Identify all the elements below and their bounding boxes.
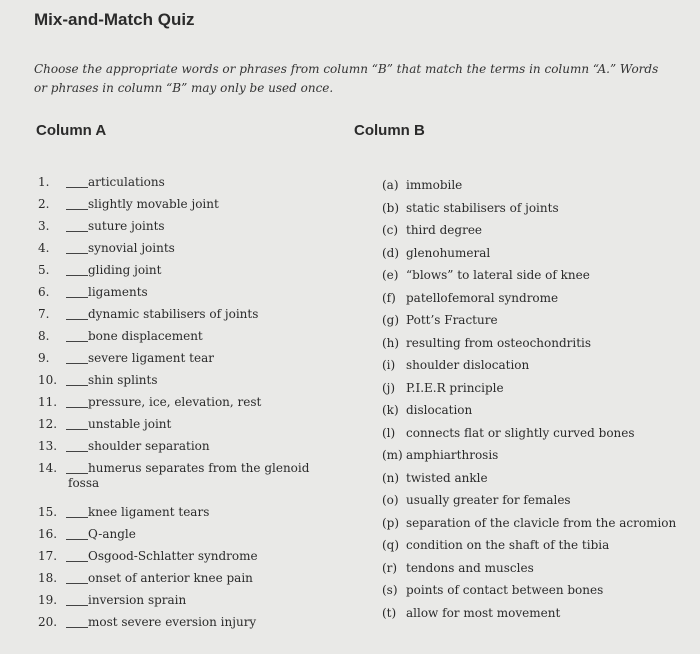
item-number: 17. xyxy=(38,549,58,563)
item-number: 16. xyxy=(38,527,58,541)
item-number: 20. xyxy=(38,615,58,629)
page-title: Mix-and-Match Quiz xyxy=(34,10,195,29)
choice-letter: (p) xyxy=(382,515,400,530)
item-number: 14. xyxy=(38,461,58,475)
item-number: 8. xyxy=(38,329,50,343)
item-term: unstable joint xyxy=(88,417,172,431)
choice-letter: (e) xyxy=(382,268,399,282)
choice-text: P.I.E.R principle xyxy=(406,380,504,395)
choice-letter: (m) xyxy=(382,448,403,462)
item-term: bone displacement xyxy=(88,329,203,343)
choice-letter: (b) xyxy=(382,200,400,215)
item-term: Q-angle xyxy=(88,527,136,541)
choice-letter: (l) xyxy=(382,425,396,440)
answer-blank[interactable] xyxy=(66,253,88,254)
answer-blank[interactable] xyxy=(66,407,88,408)
item-number: 6. xyxy=(38,285,50,299)
item-term: onset of anterior knee pain xyxy=(88,571,253,585)
answer-blank[interactable] xyxy=(66,539,88,540)
answer-blank[interactable] xyxy=(66,297,88,298)
item-term: severe ligament tear xyxy=(88,351,214,365)
item-number: 1. xyxy=(38,175,50,189)
choice-text: usually greater for females xyxy=(406,493,571,507)
choice-text: dislocation xyxy=(406,403,473,417)
choice-text: “blows” to lateral side of knee xyxy=(406,268,590,282)
choice-letter: (n) xyxy=(382,470,400,485)
choice-text: immobile xyxy=(406,178,463,192)
answer-blank[interactable] xyxy=(66,209,88,210)
choice-letter: (a) xyxy=(382,178,399,192)
item-term: synovial joints xyxy=(88,241,175,255)
choice-letter: (h) xyxy=(382,335,400,350)
item-number: 5. xyxy=(38,263,50,277)
answer-blank[interactable] xyxy=(66,561,88,562)
choice-text: static stabilisers of joints xyxy=(406,200,559,215)
item-term: pressure, ice, elevation, rest xyxy=(88,395,262,409)
choice-letter: (j) xyxy=(382,380,396,395)
choice-letter: (o) xyxy=(382,493,399,507)
choice-letter: (k) xyxy=(382,403,399,417)
choice-text: patellofemoral syndrome xyxy=(406,290,559,305)
choice-text: condition on the shaft of the tibia xyxy=(406,538,610,552)
choice-text: shoulder dislocation xyxy=(406,358,530,372)
item-term: articulations xyxy=(88,175,165,189)
answer-blank[interactable] xyxy=(66,429,88,430)
item-number: 19. xyxy=(38,593,58,607)
answer-blank[interactable] xyxy=(66,363,88,364)
choice-letter: (g) xyxy=(382,313,400,327)
answer-blank[interactable] xyxy=(66,275,88,276)
item-term: humerus separates from the glenoid fossa xyxy=(68,461,310,490)
choice-letter: (i) xyxy=(382,358,396,372)
answer-blank[interactable] xyxy=(66,187,88,188)
item-term: most severe eversion injury xyxy=(88,615,257,629)
item-number: 9. xyxy=(38,351,50,365)
choice-letter: (t) xyxy=(382,605,397,620)
choice-text: allow for most movement xyxy=(406,605,561,620)
answer-blank[interactable] xyxy=(66,385,88,386)
item-term: shoulder separation xyxy=(88,439,210,453)
choice-text: amphiarthrosis xyxy=(406,448,499,462)
answer-blank[interactable] xyxy=(66,341,88,342)
answer-blank[interactable] xyxy=(66,517,88,518)
choice-letter: (f) xyxy=(382,290,396,305)
answer-blank[interactable] xyxy=(66,319,88,320)
item-number: 4. xyxy=(38,241,50,255)
instructions-text: Choose the appropriate words or phrases from column “B” that match the terms in column “A.” Words or phrases in column “B” may only be used once. xyxy=(34,62,659,95)
choice-text: resulting from osteochondritis xyxy=(406,335,592,350)
item-term: inversion sprain xyxy=(88,593,187,607)
choice-text: points of contact between bones xyxy=(406,583,604,597)
choice-text: Pott’s Fracture xyxy=(406,313,498,327)
choice-text: third degree xyxy=(406,223,483,237)
item-term: suture joints xyxy=(88,219,165,233)
choice-letter: (c) xyxy=(382,223,399,237)
item-number: 11. xyxy=(38,395,58,409)
item-number: 15. xyxy=(38,505,58,519)
answer-blank[interactable] xyxy=(66,627,88,628)
choice-letter: (d) xyxy=(382,245,400,260)
item-term: dynamic stabilisers of joints xyxy=(88,307,259,321)
item-term: gliding joint xyxy=(88,263,162,277)
choice-letter: (r) xyxy=(382,560,398,575)
item-number: 10. xyxy=(38,373,58,387)
answer-blank[interactable] xyxy=(66,451,88,452)
item-number: 13. xyxy=(38,439,58,453)
choice-letter: (q) xyxy=(382,538,400,552)
item-term: Osgood-Schlatter syndrome xyxy=(88,549,258,563)
choice-text: tendons and muscles xyxy=(406,560,534,575)
item-term: knee ligament tears xyxy=(88,505,210,519)
answer-blank[interactable] xyxy=(66,231,88,232)
item-number: 18. xyxy=(38,571,58,585)
choice-text: twisted ankle xyxy=(406,470,488,485)
answer-blank[interactable] xyxy=(66,605,88,606)
item-number: 2. xyxy=(38,197,50,211)
column-b-heading: Column B xyxy=(354,122,425,139)
item-term: ligaments xyxy=(88,285,148,299)
answer-blank[interactable] xyxy=(66,583,88,584)
item-term: shin splints xyxy=(88,373,158,387)
choice-text: connects flat or slightly curved bones xyxy=(406,425,635,440)
item-term: slightly movable joint xyxy=(88,197,219,211)
item-number: 7. xyxy=(38,307,50,321)
column-a-heading: Column A xyxy=(36,122,107,139)
item-number: 12. xyxy=(38,417,58,431)
choice-letter: (s) xyxy=(382,583,398,597)
choice-text: glenohumeral xyxy=(406,245,491,260)
choice-text: separation of the clavicle from the acromion xyxy=(406,515,677,530)
item-number: 3. xyxy=(38,219,50,233)
